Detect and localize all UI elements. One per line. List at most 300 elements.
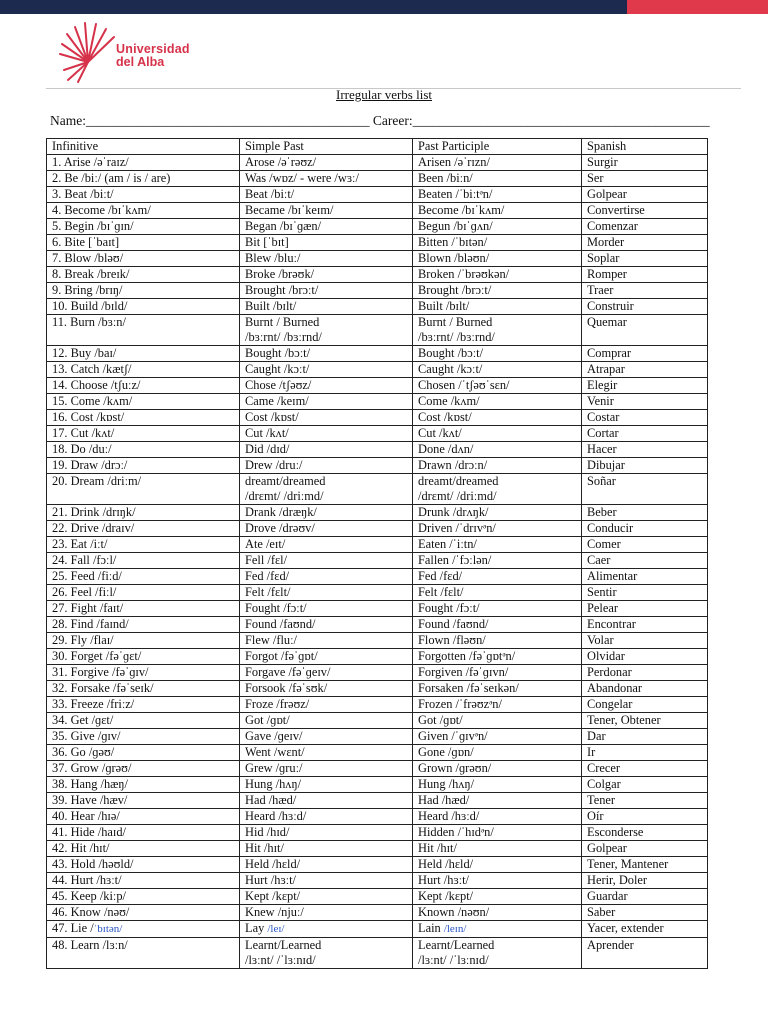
infinitive-cell <box>47 697 240 713</box>
past-participle-cell <box>413 681 582 697</box>
simple-past-ipa-link: /leɪ/ <box>267 923 285 935</box>
past-participle-text: Become /bɪˈkʌm/ <box>418 203 505 217</box>
past-participle-cell <box>413 841 582 857</box>
infinitive-cell <box>47 601 240 617</box>
simple-past-text: Did /dɪd/ <box>245 442 290 456</box>
table-row <box>47 251 708 267</box>
table-row <box>47 841 708 857</box>
simple-past-text: Forgot /fəˈɡɒt/ <box>245 649 318 663</box>
brand-line-1: Universidad <box>116 42 190 56</box>
table-row <box>47 793 708 809</box>
simple-past-cell <box>240 442 413 458</box>
simple-past-text: Lay <box>245 921 268 935</box>
simple-past-cell <box>240 219 413 235</box>
past-participle-cell <box>413 299 582 315</box>
simple-past-cell <box>240 889 413 905</box>
simple-past-cell <box>240 857 413 873</box>
infinitive-cell <box>47 346 240 362</box>
past-participle-text: Frozen /ˈfrəʊzᵊn/ <box>418 697 502 711</box>
infinitive-text: 5. Begin /bɪˈɡɪn/ <box>52 219 134 233</box>
table-row <box>47 299 708 315</box>
simple-past-cell <box>240 729 413 745</box>
past-participle-cell <box>413 442 582 458</box>
infinitive-text: 48. Learn /lɜːn/ <box>52 938 128 952</box>
simple-past-text: Cost /kɒst/ <box>245 410 299 424</box>
spanish-cell: Beber <box>582 505 708 521</box>
past-participle-text: Done /dʌn/ <box>418 442 474 456</box>
simple-past-text: Grew /ɡruː/ <box>245 761 303 775</box>
table-row <box>47 315 708 346</box>
past-participle-cell <box>413 394 582 410</box>
past-participle-text: Broken /ˈbrəʊkən/ <box>418 267 510 281</box>
simple-past-text: Bit [ˈbɪt] <box>245 235 289 249</box>
spanish-cell: Costar <box>582 410 708 426</box>
past-participle-cell <box>413 825 582 841</box>
past-participle-cell <box>413 505 582 521</box>
table-row <box>47 283 708 299</box>
spanish-cell: Elegir <box>582 378 708 394</box>
past-participle-text: Hit /hɪt/ <box>418 841 457 855</box>
past-participle-cell <box>413 378 582 394</box>
infinitive-cell <box>47 569 240 585</box>
spanish-cell: Soñar <box>582 474 708 505</box>
simple-past-text: Beat /biːt/ <box>245 187 295 201</box>
past-participle-text: Learnt/Learned <box>418 938 495 952</box>
past-participle-text: Fed /fɛd/ <box>418 569 463 583</box>
spanish-cell: Saber <box>582 905 708 921</box>
infinitive-text: 33. Freeze /friːz/ <box>52 697 135 711</box>
past-participle-cell <box>413 633 582 649</box>
past-participle-text: Caught /kɔːt/ <box>418 362 483 376</box>
spanish-cell: Olvidar <box>582 649 708 665</box>
infinitive-cell <box>47 761 240 777</box>
past-participle-ipa-link: /leɪn/ <box>443 923 467 935</box>
past-participle-text: Had /hæd/ <box>418 793 470 807</box>
spanish-cell: Ir <box>582 745 708 761</box>
infinitive-cell <box>47 394 240 410</box>
table-row <box>47 889 708 905</box>
infinitive-cell <box>47 505 240 521</box>
simple-past-cell <box>240 458 413 474</box>
past-participle-text: Grown /ɡrəʊn/ <box>418 761 492 775</box>
table-row <box>47 921 708 938</box>
table-row <box>47 442 708 458</box>
infinitive-text: 47. Lie / <box>52 921 94 935</box>
table-row <box>47 346 708 362</box>
simple-past-text: Brought /brɔːt/ <box>245 283 319 297</box>
spanish-cell: Abandonar <box>582 681 708 697</box>
past-participle-text: Bought /bɔːt/ <box>418 346 484 360</box>
spanish-cell: Alimentar <box>582 569 708 585</box>
simple-past-text: Burnt / Burned <box>245 315 320 329</box>
infinitive-text: 7. Blow /bləʊ/ <box>52 251 124 265</box>
past-participle-cell <box>413 267 582 283</box>
infinitive-cell <box>47 809 240 825</box>
simple-past-text: Hurt /hɜːt/ <box>245 873 296 887</box>
infinitive-cell <box>47 649 240 665</box>
past-participle-cell <box>413 458 582 474</box>
document-title: Irregular verbs list <box>335 87 433 102</box>
table-row <box>47 362 708 378</box>
simple-past-cell <box>240 825 413 841</box>
table-row <box>47 681 708 697</box>
infinitive-cell <box>47 235 240 251</box>
past-participle-cell <box>413 537 582 553</box>
verbs-table <box>46 138 708 969</box>
infinitive-text: 1. Arise /əˈraɪz/ <box>52 155 129 169</box>
simple-past-cell <box>240 155 413 171</box>
table-row <box>47 426 708 442</box>
simple-past-text: Forgave /fəˈɡeɪv/ <box>245 665 331 679</box>
table-row <box>47 219 708 235</box>
infinitive-text: 45. Keep /kiːp/ <box>52 889 126 903</box>
spanish-cell: Conducir <box>582 521 708 537</box>
infinitive-cell <box>47 283 240 299</box>
past-participle-text: Hurt /hɜːt/ <box>418 873 469 887</box>
simple-past-text: Fell /fɛl/ <box>245 553 288 567</box>
table-row <box>47 745 708 761</box>
spanish-cell: Oír <box>582 809 708 825</box>
past-participle-cell <box>413 474 582 505</box>
simple-past-text: Heard /hɜːd/ <box>245 809 307 823</box>
simple-past-cell <box>240 697 413 713</box>
spanish-cell: Atrapar <box>582 362 708 378</box>
simple-past-cell <box>240 537 413 553</box>
infinitive-cell <box>47 155 240 171</box>
simple-past-cell <box>240 315 413 346</box>
table-row <box>47 171 708 187</box>
simple-past-cell <box>240 426 413 442</box>
simple-past-cell <box>240 761 413 777</box>
simple-past-text: Kept /kɛpt/ <box>245 889 301 903</box>
simple-past-cell <box>240 378 413 394</box>
simple-past-text: Drove /drəʊv/ <box>245 521 315 535</box>
simple-past-text: Fought /fɔːt/ <box>245 601 307 615</box>
past-participle-text: Known /nəʊn/ <box>418 905 490 919</box>
spanish-cell: Pelear <box>582 601 708 617</box>
infinitive-text: 12. Buy /baɪ/ <box>52 346 117 360</box>
past-participle-cell <box>413 219 582 235</box>
past-participle-text: Blown /bləʊn/ <box>418 251 490 265</box>
past-participle-cell <box>413 553 582 569</box>
past-participle-text: Given /ˈɡɪvᵊn/ <box>418 729 488 743</box>
table-header-row <box>47 139 708 155</box>
simple-past-cell <box>240 474 413 505</box>
header-spanish: Spanish <box>582 139 708 155</box>
past-participle-text: Brought /brɔːt/ <box>418 283 492 297</box>
spanish-cell: Dibujar <box>582 458 708 474</box>
infinitive-text: 44. Hurt /hɜːt/ <box>52 873 122 887</box>
table-row <box>47 905 708 921</box>
simple-past-cell <box>240 777 413 793</box>
past-participle-cell <box>413 889 582 905</box>
past-participle-text: Forgiven /fəˈɡɪvn/ <box>418 665 509 679</box>
infinitive-cell <box>47 203 240 219</box>
infinitive-text: 27. Fight /faɪt/ <box>52 601 124 615</box>
past-participle-text: Flown /fləʊn/ <box>418 633 486 647</box>
table-row <box>47 474 708 505</box>
simple-past-cell <box>240 171 413 187</box>
past-participle-text: Hidden /ˈhɪdᵊn/ <box>418 825 494 839</box>
spanish-cell: Morder <box>582 235 708 251</box>
infinitive-text: 3. Beat /biːt/ <box>52 187 114 201</box>
infinitive-text: 39. Have /hæv/ <box>52 793 128 807</box>
simple-past-text: Came /keɪm/ <box>245 394 309 408</box>
infinitive-cell <box>47 777 240 793</box>
infinitive-cell <box>47 553 240 569</box>
table-row <box>47 761 708 777</box>
simple-past-cell <box>240 251 413 267</box>
table-row <box>47 601 708 617</box>
past-participle-cell <box>413 665 582 681</box>
simple-past-cell <box>240 633 413 649</box>
past-participle-text: /lɜːnt/ /ˈlɜːnɪd/ <box>418 953 489 967</box>
past-participle-text: Kept /kɛpt/ <box>418 889 474 903</box>
simple-past-text: Was /wɒz/ - were /wɜː/ <box>245 171 359 185</box>
simple-past-text: Built /bɪlt/ <box>245 299 297 313</box>
header-past-participle: Past Participle <box>413 139 582 155</box>
top-accent-bar <box>627 0 768 14</box>
simple-past-text: Knew /njuː/ <box>245 905 304 919</box>
infinitive-cell <box>47 521 240 537</box>
brand-line-2: del Alba <box>116 55 165 69</box>
spanish-cell: Guardar <box>582 889 708 905</box>
infinitive-cell <box>47 171 240 187</box>
infinitive-cell <box>47 921 240 938</box>
infinitive-cell <box>47 873 240 889</box>
infinitive-text: 25. Feed /fiːd/ <box>52 569 122 583</box>
simple-past-text: Bought /bɔːt/ <box>245 346 311 360</box>
simple-past-text: Forsook /fəˈsʊk/ <box>245 681 328 695</box>
simple-past-text: Blew /bluː/ <box>245 251 301 265</box>
infinitive-cell <box>47 187 240 203</box>
past-participle-text: Bitten /ˈbɪtən/ <box>418 235 488 249</box>
infinitive-text: 21. Drink /drɪŋk/ <box>52 505 136 519</box>
infinitive-text: 43. Hold /həʊld/ <box>52 857 134 871</box>
spanish-cell: Tener, Mantener <box>582 857 708 873</box>
infinitive-text: 46. Know /nəʊ/ <box>52 905 130 919</box>
infinitive-cell <box>47 362 240 378</box>
spanish-cell: Aprender <box>582 938 708 969</box>
spanish-cell: Traer <box>582 283 708 299</box>
past-participle-cell <box>413 649 582 665</box>
infinitive-cell <box>47 410 240 426</box>
past-participle-text: Hung /hʌŋ/ <box>418 777 475 791</box>
past-participle-cell <box>413 155 582 171</box>
infinitive-ipa-link: ˈbɪtən/ <box>93 923 123 935</box>
spanish-cell: Golpear <box>582 187 708 203</box>
table-row <box>47 697 708 713</box>
infinitive-cell <box>47 665 240 681</box>
past-participle-text: Lain <box>418 921 444 935</box>
spanish-cell: Comprar <box>582 346 708 362</box>
table-row <box>47 633 708 649</box>
past-participle-cell <box>413 521 582 537</box>
simple-past-text: Hid /hɪd/ <box>245 825 290 839</box>
spanish-cell: Hacer <box>582 442 708 458</box>
infinitive-text: 4. Become /bɪˈkʌm/ <box>52 203 151 217</box>
infinitive-cell <box>47 889 240 905</box>
past-participle-text: /bɜːrnt/ /bɜːrnd/ <box>418 330 495 344</box>
table-row <box>47 458 708 474</box>
table-row <box>47 505 708 521</box>
infinitive-text: 34. Get /ɡɛt/ <box>52 713 114 727</box>
table-row <box>47 809 708 825</box>
simple-past-cell <box>240 362 413 378</box>
infinitive-text: 36. Go /ɡəʊ/ <box>52 745 115 759</box>
infinitive-text: 28. Find /faɪnd/ <box>52 617 129 631</box>
table-row <box>47 873 708 889</box>
infinitive-cell <box>47 474 240 505</box>
infinitive-cell <box>47 681 240 697</box>
past-participle-cell <box>413 171 582 187</box>
simple-past-cell <box>240 346 413 362</box>
simple-past-text: Held /hɛld/ <box>245 857 301 871</box>
infinitive-text: 38. Hang /hæŋ/ <box>52 777 128 791</box>
infinitive-text: 11. Burn /bɜːn/ <box>52 315 126 329</box>
infinitive-cell <box>47 633 240 649</box>
past-participle-cell <box>413 235 582 251</box>
simple-past-text: Fed /fɛd/ <box>245 569 290 583</box>
simple-past-text: Drank /dræŋk/ <box>245 505 317 519</box>
past-participle-cell <box>413 426 582 442</box>
simple-past-cell <box>240 585 413 601</box>
simple-past-text: Drew /druː/ <box>245 458 303 472</box>
past-participle-cell <box>413 713 582 729</box>
spanish-cell: Tener <box>582 793 708 809</box>
infinitive-cell <box>47 793 240 809</box>
infinitive-text: 22. Drive /draɪv/ <box>52 521 135 535</box>
career-blank: ____________________________________________ <box>412 113 710 128</box>
infinitive-text: 41. Hide /haɪd/ <box>52 825 126 839</box>
header-simple-past: Simple Past <box>240 139 413 155</box>
simple-past-cell <box>240 203 413 219</box>
table-row <box>47 857 708 873</box>
spanish-cell: Comenzar <box>582 219 708 235</box>
simple-past-cell <box>240 299 413 315</box>
simple-past-text: Froze /frəʊz/ <box>245 697 310 711</box>
infinitive-text: 26. Feel /fiːl/ <box>52 585 117 599</box>
past-participle-text: Fallen /ˈfɔːlən/ <box>418 553 492 567</box>
past-participle-text: Come /kʌm/ <box>418 394 480 408</box>
past-participle-text: Forsaken /fəˈseɪkən/ <box>418 681 519 695</box>
simple-past-cell <box>240 921 413 938</box>
simple-past-cell <box>240 793 413 809</box>
past-participle-cell <box>413 601 582 617</box>
spanish-cell: Herir, Doler <box>582 873 708 889</box>
spanish-cell: Yacer, extender <box>582 921 708 938</box>
past-participle-cell <box>413 283 582 299</box>
simple-past-cell <box>240 841 413 857</box>
infinitive-text: 10. Build /bɪld/ <box>52 299 128 313</box>
simple-past-text: Flew /fluː/ <box>245 633 297 647</box>
infinitive-cell <box>47 315 240 346</box>
infinitive-text: 40. Hear /hɪə/ <box>52 809 120 823</box>
infinitive-cell <box>47 426 240 442</box>
simple-past-cell <box>240 938 413 969</box>
simple-past-cell <box>240 809 413 825</box>
infinitive-cell <box>47 442 240 458</box>
past-participle-text: Cost /kɒst/ <box>418 410 472 424</box>
past-participle-text: dreamt/dreamed <box>418 474 499 488</box>
past-participle-text: Chosen /ˈtʃəʊˈsɛn/ <box>418 378 510 392</box>
simple-past-text: dreamt/dreamed <box>245 474 326 488</box>
infinitive-text: 16. Cost /kɒst/ <box>52 410 125 424</box>
table-row <box>47 521 708 537</box>
sunburst-icon <box>58 22 118 84</box>
simple-past-text: Went /wɛnt/ <box>245 745 305 759</box>
infinitive-cell <box>47 299 240 315</box>
past-participle-cell <box>413 905 582 921</box>
simple-past-cell <box>240 283 413 299</box>
spanish-cell: Venir <box>582 394 708 410</box>
spanish-cell: Perdonar <box>582 665 708 681</box>
infinitive-cell <box>47 857 240 873</box>
infinitive-text: 17. Cut /kʌt/ <box>52 426 115 440</box>
past-participle-text: Begun /bɪˈɡʌn/ <box>418 219 493 233</box>
spanish-cell: Golpear <box>582 841 708 857</box>
infinitive-text: 2. Be /biː/ (am / is / are) <box>52 171 171 185</box>
past-participle-cell <box>413 251 582 267</box>
table-row <box>47 203 708 219</box>
infinitive-text: 14. Choose /tʃuːz/ <box>52 378 141 392</box>
past-participle-cell <box>413 873 582 889</box>
past-participle-text: Heard /hɜːd/ <box>418 809 480 823</box>
simple-past-text: Hit /hɪt/ <box>245 841 284 855</box>
past-participle-text: Drawn /drɔːn/ <box>418 458 488 472</box>
simple-past-cell <box>240 745 413 761</box>
past-participle-text: Cut /kʌt/ <box>418 426 462 440</box>
infinitive-text: 20. Dream /driːm/ <box>52 474 142 488</box>
past-participle-cell <box>413 777 582 793</box>
simple-past-text: Learnt/Learned <box>245 938 322 952</box>
infinitive-cell <box>47 537 240 553</box>
simple-past-text: /bɜːrnt/ /bɜːrnd/ <box>245 330 322 344</box>
simple-past-cell <box>240 713 413 729</box>
table-row <box>47 825 708 841</box>
past-participle-text: Fought /fɔːt/ <box>418 601 480 615</box>
past-participle-text: Felt /fɛlt/ <box>418 585 464 599</box>
spanish-cell: Cortar <box>582 426 708 442</box>
simple-past-text: Hung /hʌŋ/ <box>245 777 302 791</box>
past-participle-cell <box>413 410 582 426</box>
past-participle-cell <box>413 315 582 346</box>
spanish-cell: Quemar <box>582 315 708 346</box>
infinitive-cell <box>47 458 240 474</box>
simple-past-text: Found /faʊnd/ <box>245 617 316 631</box>
past-participle-cell <box>413 203 582 219</box>
infinitive-cell <box>47 713 240 729</box>
past-participle-text: Gone /ɡɒn/ <box>418 745 474 759</box>
table-row <box>47 938 708 969</box>
simple-past-cell <box>240 521 413 537</box>
spanish-cell: Congelar <box>582 697 708 713</box>
table-row <box>47 553 708 569</box>
spanish-cell: Crecer <box>582 761 708 777</box>
infinitive-text: 37. Grow /ɡrəʊ/ <box>52 761 132 775</box>
infinitive-text: 8. Break /breɪk/ <box>52 267 130 281</box>
name-label: Name: <box>50 113 86 128</box>
past-participle-cell <box>413 857 582 873</box>
past-participle-text: Built /bɪlt/ <box>418 299 470 313</box>
infinitive-text: 42. Hit /hɪt/ <box>52 841 110 855</box>
past-participle-cell <box>413 346 582 362</box>
simple-past-text: Ate /eɪt/ <box>245 537 286 551</box>
table-row <box>47 267 708 283</box>
infinitive-cell <box>47 267 240 283</box>
infinitive-text: 19. Draw /drɔː/ <box>52 458 128 472</box>
infinitive-cell <box>47 938 240 969</box>
